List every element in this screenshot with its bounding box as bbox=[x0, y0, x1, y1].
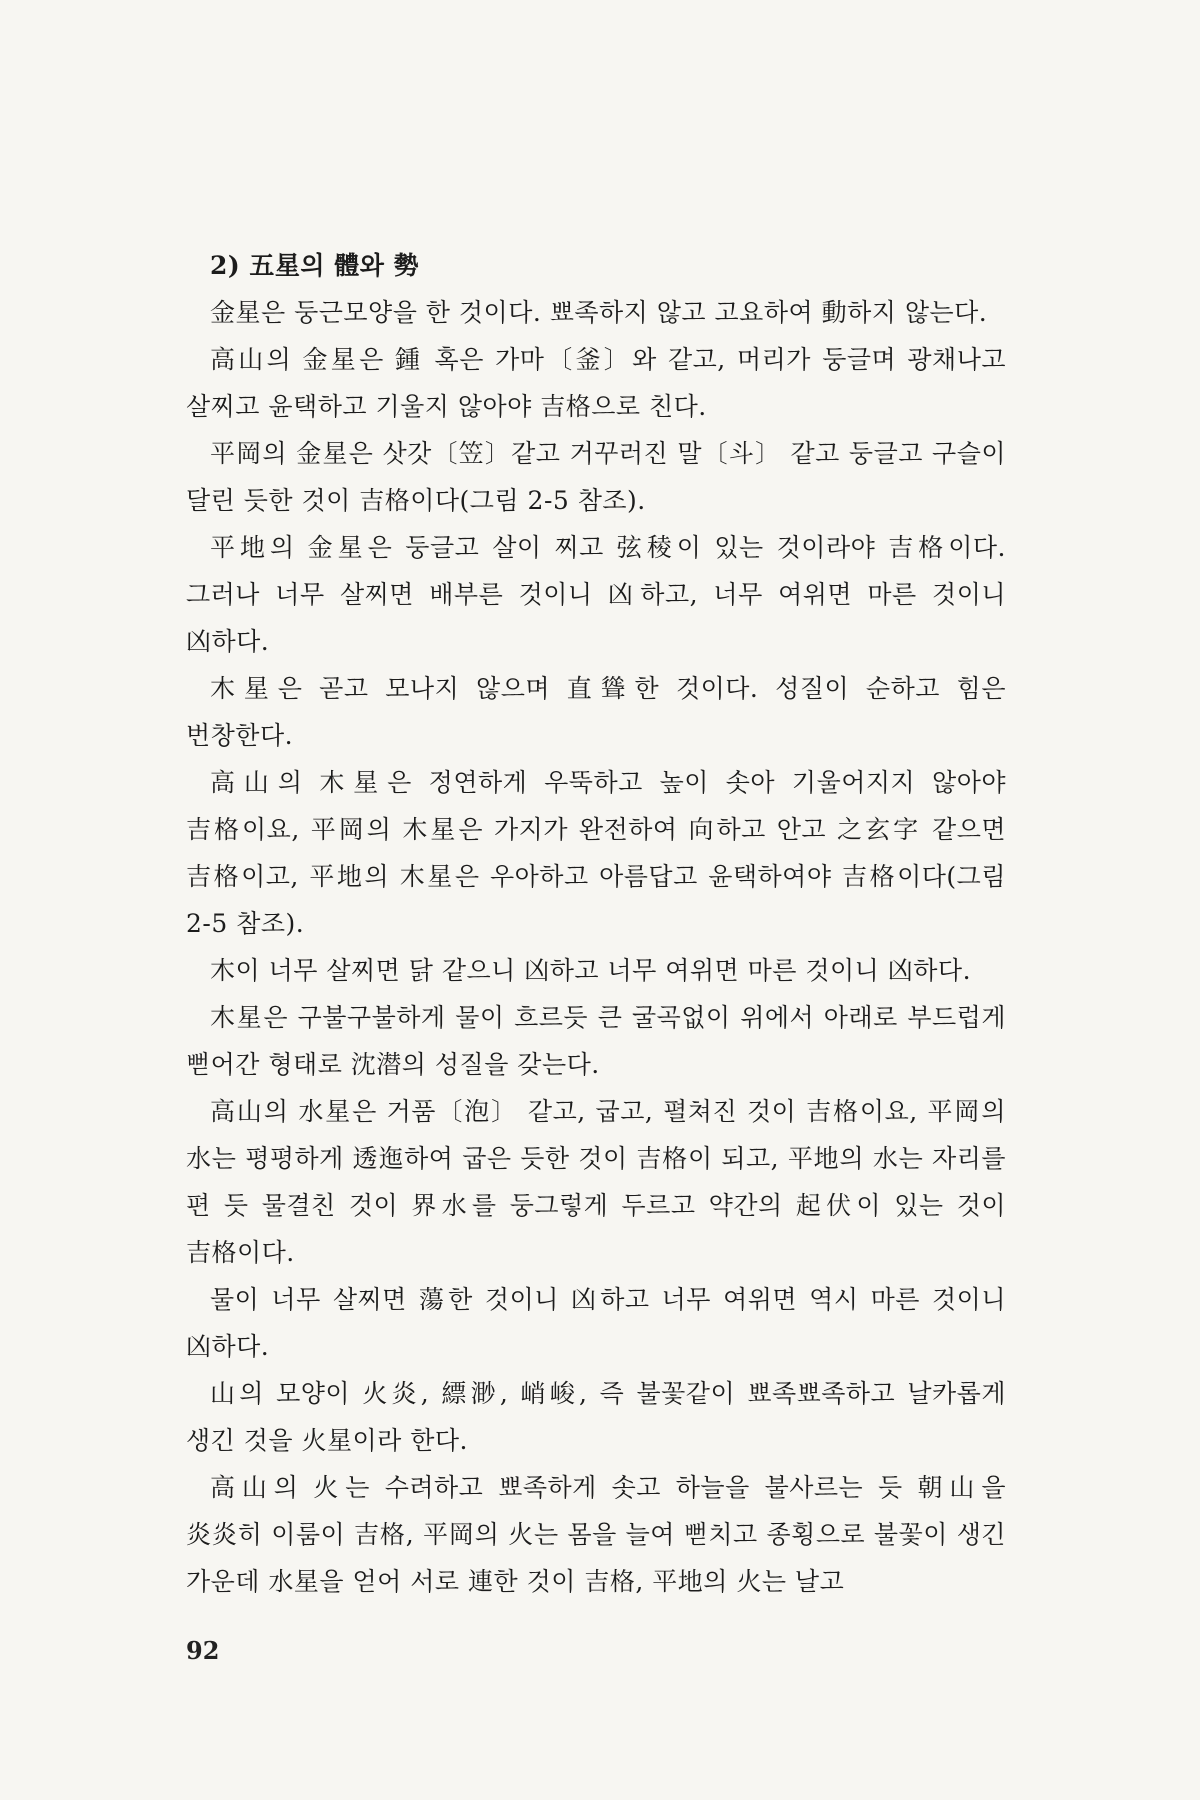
paragraph: 金星은 둥근모양을 한 것이다. 뾰족하지 않고 고요하여 動하지 않는다. bbox=[210, 298, 988, 327]
paragraph: 木星은 곧고 모나지 않으며 直聳한 것이다. 성질이 순하고 힘은 번창한다. bbox=[186, 674, 1006, 750]
paragraph: 高山의 木星은 정연하게 우뚝하고 높이 솟아 기울어지지 않아야 吉格이요, 平岡의 木星은 가지가 완전하여 向하고 안고 之玄字 같으면 吉格이고, 平地의 木星은 우아하고 아름답고 윤택하여야 吉格이다(그림 2-5 참조). bbox=[186, 768, 1006, 938]
paragraph: 高山의 火는 수려하고 뾰족하게 솟고 하늘을 불사르는 듯 朝山을 炎炎히 이룸이 吉格, 平岡의 火는 몸을 늘여 뻗치고 종횡으로 불꽃이 생긴 가운데 水星을 얻어 서로 連한 것이 吉格, 平地의 火는 날고 bbox=[186, 1473, 1006, 1596]
paragraph: 물이 너무 살찌면 蕩한 것이니 凶하고 너무 여위면 역시 마른 것이니 凶하다. bbox=[186, 1285, 1006, 1361]
paragraph: 木星은 구불구불하게 물이 흐르듯 큰 굴곡없이 위에서 아래로 부드럽게 뻗어간 형태로 沈潜의 성질을 갖는다. bbox=[186, 1003, 1006, 1079]
section-heading: 2) 五星의 體와 勢 bbox=[210, 251, 420, 280]
paragraph: 高山의 金星은 鍾 혹은 가마〔釜〕와 같고, 머리가 둥글며 광채나고 살찌고 윤택하고 기울지 않아야 吉格으로 친다. bbox=[186, 345, 1006, 421]
paragraph: 高山의 水星은 거품〔泡〕 같고, 굽고, 펼쳐진 것이 吉格이요, 平岡의 水는 평평하게 透迤하여 굽은 듯한 것이 吉格이 되고, 平地의 水는 자리를 편 듯 물결친 것이 界水를 둥그렇게 두르고 약간의 起伏이 있는 것이 吉格이다. bbox=[186, 1097, 1006, 1267]
paragraph: 木이 너무 살찌면 닭 같으니 凶하고 너무 여위면 마른 것이니 凶하다. bbox=[210, 956, 972, 985]
body-text bbox=[186, 242, 1006, 1605]
paragraph: 平地의 金星은 둥글고 살이 찌고 弦稜이 있는 것이라야 吉格이다. 그러나 너무 살찌면 배부른 것이니 凶하고, 너무 여위면 마른 것이니 凶하다. bbox=[186, 533, 1006, 656]
page-number: 92 bbox=[186, 1636, 220, 1665]
paragraph: 平岡의 金星은 삿갓〔笠〕같고 거꾸러진 말〔斗〕 같고 둥글고 구슬이 달린 듯한 것이 吉格이다(그림 2-5 참조). bbox=[186, 439, 1006, 515]
paragraph: 山의 모양이 火炎, 縹渺, 峭峻, 즉 불꽃같이 뾰족뾰족하고 날카롭게 생긴 것을 火星이라 한다. bbox=[186, 1379, 1006, 1455]
